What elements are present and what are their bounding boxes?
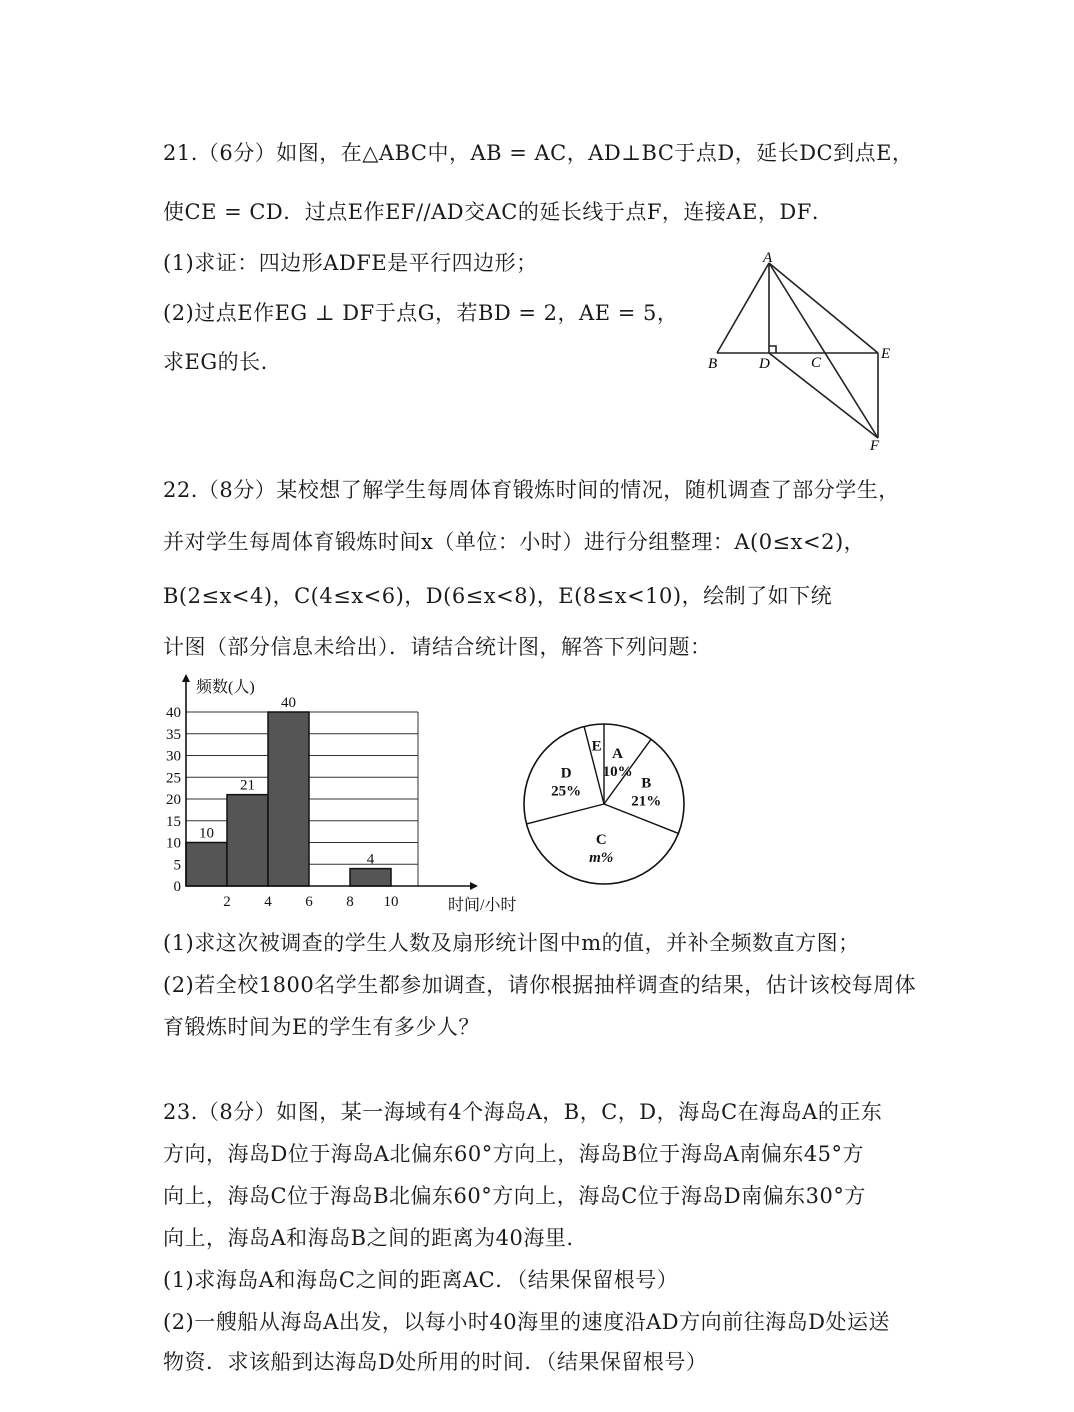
y-tick-label: 0 bbox=[173, 879, 181, 895]
pie-slice-pct-C: m% bbox=[589, 849, 614, 866]
q23-part1: (1)求海岛A和海岛C之间的距离AC．（结果保留根号） bbox=[163, 1268, 679, 1292]
label-b: B bbox=[708, 356, 718, 372]
q21-line1: 21.（6分）如图，在△ABC中，AB = AC，AD⊥BC于点D，延长DC到点E， bbox=[163, 141, 914, 165]
label-e: E bbox=[881, 346, 891, 362]
y-tick-label: 15 bbox=[166, 813, 181, 830]
y-tick-label: 20 bbox=[166, 792, 181, 808]
pie-slice-pct-D: 25% bbox=[551, 783, 582, 800]
x-tick-label: 4 bbox=[264, 894, 272, 910]
q23-line1: 23.（8分）如图，某一海域有4个海岛A，B，C，D，海岛C在海岛A的正东 bbox=[163, 1100, 883, 1124]
x-tick-label: 8 bbox=[346, 894, 354, 910]
q22-part2a: (2)若全校1800名学生都参加调查，请你根据抽样调查的结果，估计该校每周体 bbox=[163, 973, 917, 997]
segment-df bbox=[769, 353, 878, 438]
pie-slice-pct-B: 21% bbox=[631, 793, 662, 810]
q23-part2b: 物资．求该船到达海岛D处所用的时间．（结果保留根号） bbox=[163, 1350, 708, 1374]
q21-line2: 使CE = CD．过点E作EF//AD交AC的延长线于点F，连接AE，DF． bbox=[163, 200, 834, 224]
bar-value-label: 21 bbox=[240, 777, 255, 794]
pie-slice-name-D: D bbox=[560, 765, 572, 782]
q21-triangle-figure bbox=[700, 250, 900, 455]
label-d: D bbox=[759, 356, 770, 372]
q22-line2: 并对学生每周体育锻炼时间x（单位：小时）进行分组整理：A(0≤x<2)， bbox=[163, 530, 866, 554]
bar-value-label: 4 bbox=[366, 851, 375, 868]
y-tick-label: 35 bbox=[166, 726, 181, 743]
y-tick-label: 5 bbox=[173, 857, 181, 874]
q23-line2: 方向，海岛D位于海岛A北偏东60°方向上，海岛B位于海岛A南偏东45°方 bbox=[163, 1142, 865, 1166]
x-axis-title: 时间/小时 bbox=[448, 897, 517, 914]
label-a: A bbox=[763, 250, 773, 266]
pie-slice-name-E: E bbox=[591, 738, 602, 755]
bar-value-label: 10 bbox=[199, 825, 214, 842]
pie-slice-pct-A: 10% bbox=[602, 764, 633, 781]
x-axis-arrow bbox=[470, 882, 478, 890]
q23-line4: 向上，海岛A和海岛B之间的距离为40海里. bbox=[163, 1226, 574, 1250]
y-tick-label: 25 bbox=[166, 770, 181, 787]
label-f: F bbox=[870, 438, 880, 454]
y-axis-title: 频数(人) bbox=[196, 679, 255, 696]
x-tick-label: 10 bbox=[383, 894, 399, 910]
x-tick-label: 6 bbox=[305, 894, 313, 910]
q22-part2b: 育锻炼时间为E的学生有多少人？ bbox=[163, 1015, 480, 1039]
q22-line4: 计图（部分信息未给出）．请结合统计图，解答下列问题： bbox=[163, 635, 712, 659]
segment-ae bbox=[769, 263, 878, 353]
pie-slice-name-B: B bbox=[641, 775, 652, 792]
histogram-bar-B bbox=[227, 795, 268, 886]
y-tick-label: 30 bbox=[166, 748, 181, 765]
pie-slice-name-C: C bbox=[595, 831, 607, 848]
bar-value-label: 40 bbox=[281, 695, 296, 711]
label-c: C bbox=[811, 355, 822, 371]
histogram-bar-A bbox=[186, 843, 227, 887]
y-tick-label: 10 bbox=[166, 835, 181, 852]
segment-af bbox=[769, 263, 878, 438]
right-angle-mark bbox=[769, 346, 776, 353]
pie-slice-name-A: A bbox=[612, 746, 624, 763]
q21-part2b: 求EG的长. bbox=[163, 350, 268, 374]
histogram-bar-E bbox=[350, 869, 391, 886]
histogram-bar-C bbox=[268, 712, 309, 886]
q23-line3: 向上，海岛C位于海岛B北偏东60°方向上，海岛C位于海岛D南偏东30°方 bbox=[163, 1184, 866, 1208]
q22-part1: (1)求这次被调查的学生人数及扇形统计图中m的值，并补全频数直方图； bbox=[163, 931, 860, 955]
sector-pie-chart bbox=[516, 718, 696, 893]
segment-ab bbox=[717, 263, 769, 353]
pie-slice-edge-D bbox=[527, 804, 604, 824]
q21-part2a: (2)过点E作EG ⊥ DF于点G，若BD = 2，AE = 5， bbox=[163, 301, 679, 325]
q23-part2a: (2)一艘船从海岛A出发，以每小时40海里的速度沿AD方向前往海岛D处运送 bbox=[163, 1310, 890, 1334]
q22-line3: B(2≤x<4)，C(4≤x<6)，D(6≤x<8)，E(8≤x<10)，绘制了如下统 bbox=[163, 584, 833, 608]
q21-part1: (1)求证：四边形ADFE是平行四边形； bbox=[163, 251, 538, 275]
x-tick-label: 2 bbox=[223, 894, 231, 910]
frequency-histogram bbox=[160, 668, 540, 918]
q22-line1: 22.（8分）某校想了解学生每周体育锻炼时间的情况，随机调查了部分学生， bbox=[163, 478, 900, 502]
y-tick-label: 40 bbox=[166, 705, 181, 721]
y-axis-arrow bbox=[182, 674, 190, 682]
